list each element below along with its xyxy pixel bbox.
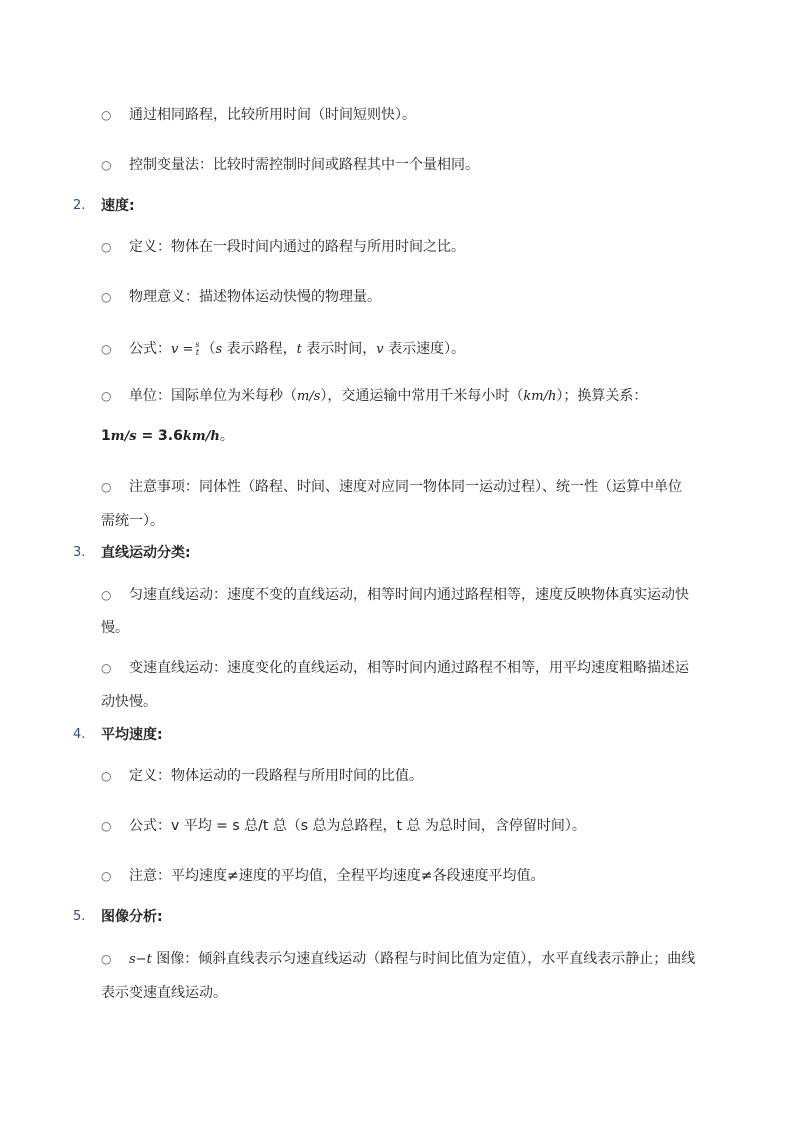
list-number: 5. bbox=[73, 909, 86, 924]
text: = 3.6 bbox=[136, 428, 183, 444]
bullet-icon: ○ bbox=[101, 869, 112, 883]
section-heading: 速度: bbox=[101, 198, 135, 214]
bullet-icon: ○ bbox=[101, 480, 112, 494]
list-item-continuation: 需统一）。 bbox=[101, 513, 164, 529]
formula-v: v = bbox=[171, 342, 194, 357]
unit-kmh: km/h bbox=[523, 389, 557, 404]
formula-label: 公式： bbox=[129, 341, 171, 357]
list-item: 物理意义：描述物体运动快慢的物理量。 bbox=[129, 289, 381, 305]
unit-ms: m/s bbox=[110, 429, 137, 444]
bullet-icon: ○ bbox=[101, 342, 112, 356]
text: ），交通运输中常用千米每小时（ bbox=[320, 388, 524, 404]
var-s: s bbox=[215, 342, 223, 357]
text: 单位：国际单位为米每秒（ bbox=[129, 388, 297, 404]
bullet-icon: ○ bbox=[101, 240, 112, 254]
bullet-icon: ○ bbox=[101, 389, 112, 403]
list-item: 定义：物体运动的一段路程与所用时间的比值。 bbox=[129, 768, 423, 784]
list-item: 控制变量法：比较时需控制时间或路程其中一个量相同。 bbox=[129, 157, 479, 173]
bullet-icon: ○ bbox=[101, 819, 112, 833]
list-item: 注意：平均速度≠速度的平均值，全程平均速度≠各段速度平均值。 bbox=[129, 868, 545, 884]
var-st: s−t bbox=[129, 952, 152, 967]
list-item: 定义：物体在一段时间内通过的路程与所用时间之比。 bbox=[129, 239, 465, 255]
fraction bbox=[195, 341, 199, 357]
bullet-icon: ○ bbox=[101, 769, 112, 783]
var-t: t bbox=[296, 342, 302, 357]
unit-ms: m/s bbox=[297, 389, 321, 404]
bullet-icon: ○ bbox=[101, 158, 112, 172]
formula-line bbox=[129, 339, 465, 360]
list-number: 2. bbox=[73, 198, 86, 213]
text: ）；换算关系： bbox=[556, 388, 648, 404]
unit-kmh: km/h bbox=[182, 429, 220, 444]
list-number: 4. bbox=[73, 727, 86, 742]
list-item: 匀速直线运动：速度不变的直线运动，相等时间内通过路程相等，速度反映物体真实运动快 bbox=[129, 587, 689, 603]
text: 表示时间， bbox=[301, 341, 377, 357]
section-heading: 图像分析: bbox=[101, 909, 163, 925]
list-item-continuation: 慢。 bbox=[101, 620, 129, 636]
bullet-icon: ○ bbox=[101, 108, 112, 122]
bullet-icon: ○ bbox=[101, 588, 112, 602]
list-item: 公式：v 平均 = s 总/t 总（s 总为总路程，t 总 为总时间，含停留时间）。 bbox=[129, 818, 586, 834]
text: 1 bbox=[101, 428, 111, 444]
section-heading: 平均速度: bbox=[101, 727, 163, 743]
section-heading: 直线运动分类: bbox=[101, 545, 191, 561]
list-number: 3. bbox=[73, 545, 86, 560]
list-item-continuation: 动快慢。 bbox=[101, 694, 157, 710]
bullet-icon: ○ bbox=[101, 952, 112, 966]
conversion-line bbox=[101, 426, 234, 447]
bullet-icon: ○ bbox=[101, 290, 112, 304]
text: 表示路程， bbox=[222, 341, 297, 357]
list-item: 通过相同路程，比较所用时间（时间短则快）。 bbox=[129, 107, 416, 123]
list-item bbox=[129, 386, 647, 407]
fraction-denominator: t bbox=[195, 348, 200, 357]
list-item: 注意事项：同体性（路程、时间、速度对应同一物体同一运动过程）、统一性（运算中单位 bbox=[129, 479, 682, 495]
text: 。 bbox=[219, 428, 234, 444]
text: 表示速度）。 bbox=[383, 341, 466, 357]
fraction-numerator: s bbox=[195, 340, 200, 349]
list-item-continuation: 表示变速直线运动。 bbox=[101, 985, 227, 1001]
list-item: 变速直线运动：速度变化的直线运动，相等时间内通过路程不相等，用平均速度粗略描述运 bbox=[129, 660, 689, 676]
list-item bbox=[129, 949, 695, 970]
bullet-icon: ○ bbox=[101, 661, 112, 675]
text: 图像：倾斜直线表示匀速直线运动（路程与时间比值为定值），水平直线表示静止；曲线 bbox=[151, 951, 696, 967]
var-v: v bbox=[376, 342, 384, 357]
text: （ bbox=[201, 341, 216, 357]
